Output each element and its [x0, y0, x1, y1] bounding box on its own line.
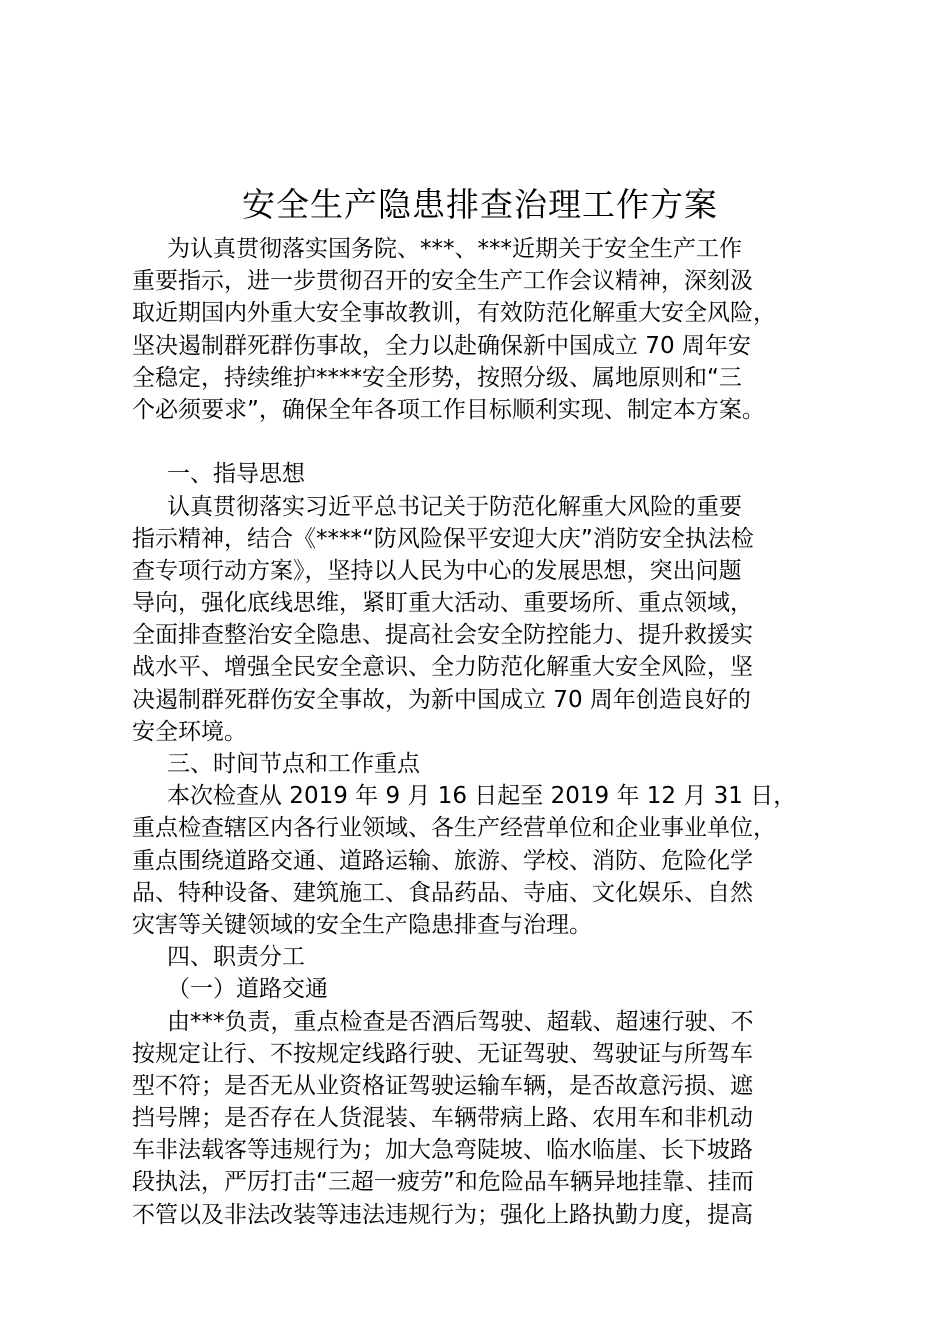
subsection-heading: （一）道路交通	[167, 976, 328, 1003]
paragraph-line: 全面排查整治安全隐患、提高社会安全防控能力、提升救援实	[132, 622, 753, 649]
paragraph-line: 为认真贯彻落实国务院、***、***近期关于安全生产工作	[167, 236, 742, 262]
document-title: 安全生产隐患排查治理工作方案	[242, 185, 718, 224]
paragraph-line: 指示精神，结合《****“防风险保平安迎大庆”消防安全执法检	[132, 525, 754, 552]
paragraph-line: 品、特种设备、建筑施工、食品药品、寺庙、文化娱乐、自然	[132, 879, 753, 906]
paragraph-line: 全稳定，持续维护****安全形势，按照分级、属地原则和“三	[132, 364, 742, 391]
paragraph-line: 挡号牌；是否存在人货混装、车辆带病上路、农用车和非机动	[132, 1105, 753, 1132]
paragraph-line: 重要指示，进一步贯彻召开的安全生产工作会议精神，深刻汲	[132, 268, 753, 295]
paragraph-line: 重点围绕道路交通、道路运输、旅游、学校、消防、危险化学	[132, 847, 753, 874]
paragraph-line: 安全环境。	[132, 718, 247, 745]
paragraph-line: 坚决遏制群死群伤事故，全力以赴确保新中国成立 70 周年安	[132, 332, 751, 359]
paragraph-line: 型不符；是否无从业资格证驾驶运输车辆，是否故意污损、遮	[132, 1072, 753, 1099]
paragraph-line: 不管以及非法改装等违法违规行为；强化上路执勤力度，提高	[132, 1201, 753, 1228]
paragraph-line: 决遏制群死群伤安全事故，为新中国成立 70 周年创造良好的	[132, 686, 751, 713]
paragraph-line: 取近期国内外重大安全事故教训，有效防范化解重大安全风险，	[132, 300, 776, 327]
document-body	[132, 233, 852, 1231]
paragraph-line: 段执法，严厉打击“三超一疲劳”和危险品车辆异地挂靠、挂而	[132, 1169, 754, 1196]
paragraph-line: 车非法载客等违规行为；加大急弯陡坡、临水临崖、长下坡路	[132, 1137, 753, 1164]
paragraph-line: 本次检查从 2019 年 9 月 16 日起至 2019 年 12 月 31 日，	[167, 783, 797, 810]
section-heading: 一、指导思想	[167, 461, 305, 488]
paragraph-line: 查专项行动方案》，坚持以人民为中心的发展思想，突出问题	[132, 557, 742, 584]
paragraph-line: 战水平、增强全民安全意识、全力防范化解重大安全风险，坚	[132, 654, 753, 681]
paragraph-line: 按规定让行、不按规定线路行驶、无证驾驶、驾驶证与所驾车	[132, 1040, 753, 1067]
section-heading: 四、职责分工	[167, 944, 305, 971]
paragraph-line: 重点检查辖区内各行业领域、各生产经营单位和企业事业单位，	[132, 815, 776, 842]
paragraph-line: 个必须要求”，确保全年各项工作目标顺利实现、制定本方案。	[132, 396, 765, 423]
paragraph-line: 灾害等关键领域的安全生产隐患排查与治理。	[132, 911, 592, 938]
paragraph-line: 认真贯彻落实习近平总书记关于防范化解重大风险的重要	[167, 493, 742, 520]
section-heading: 三、时间节点和工作重点	[167, 751, 420, 777]
paragraph-line: 导向，强化底线思维，紧盯重大活动、重要场所、重点领域，	[132, 590, 753, 617]
blank-line	[132, 426, 852, 458]
paragraph-line: 由***负责，重点检查是否酒后驾驶、超载、超速行驶、不	[167, 1008, 754, 1035]
